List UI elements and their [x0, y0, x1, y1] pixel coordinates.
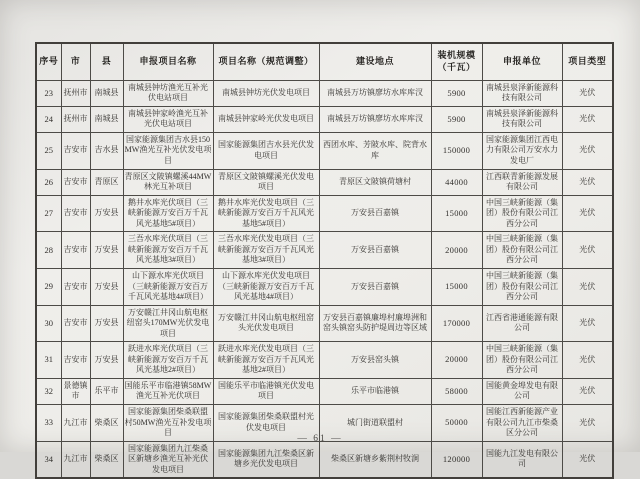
- table-cell-county: 万安县: [90, 232, 123, 269]
- table-cell-type: 光伏: [562, 305, 613, 342]
- table-cell-declared-name: 跃进水库光伏项目（三峡新能源万安百万千瓦风光基地2#项目）: [123, 342, 213, 379]
- table-cell-capacity: 44000: [431, 169, 482, 195]
- header-declared-name: 申报项目名称: [123, 43, 213, 80]
- table-cell-county: 柴桑区: [90, 441, 123, 478]
- table-cell-adjusted-name: 南城县钟家岭光伏发电项目: [213, 106, 319, 132]
- table-cell-capacity: 15000: [431, 268, 482, 305]
- table-cell-location: 万安县百嘉镇: [319, 195, 431, 232]
- table-cell-capacity: 50000: [431, 404, 482, 441]
- table-cell-capacity: 170000: [431, 305, 482, 342]
- table-cell-location: 万安县百嘉镇廉埠村廉埠洲和窑头镇窑头防护堤周边等区域: [319, 305, 431, 342]
- table-cell-seq: 27: [36, 195, 61, 232]
- table-cell-location: 乐平市临港镇: [319, 378, 431, 404]
- table-cell-seq: 25: [36, 132, 61, 169]
- table-cell-capacity: 5900: [431, 106, 482, 132]
- table-cell-county: 万安县: [90, 342, 123, 379]
- table-cell-county: 万安县: [90, 305, 123, 342]
- table-cell-seq: 29: [36, 268, 61, 305]
- table-cell-declared-name: 南城县钟家岭渔光互补光伏电站项目: [123, 106, 213, 132]
- table-row: [36, 441, 613, 478]
- header-county: 县: [90, 43, 123, 80]
- table-cell-city: 吉安市: [61, 232, 90, 269]
- table-cell-city: 抚州市: [61, 106, 90, 132]
- table-cell-applicant: 江西省港通能源有限公司: [482, 305, 562, 342]
- table-cell-seq: 34: [36, 441, 61, 478]
- table-cell-declared-name: 国家能源集团九江柴桑区新塘乡渔光互补光伏发电项目: [123, 441, 213, 478]
- table-cell-adjusted-name: 国能乐平市临港镇光伏发电项目: [213, 378, 319, 404]
- table-row: [36, 106, 613, 132]
- table-cell-applicant: 中国三峡新能源（集团）股份有限公司江西分公司: [482, 195, 562, 232]
- table-cell-declared-name: 南城县钟坊渔光互补光伏电站项目: [123, 80, 213, 106]
- header-location: 建设地点: [319, 43, 431, 80]
- table-row: [36, 169, 613, 195]
- table-cell-county: 南城县: [90, 106, 123, 132]
- table-cell-type: 光伏: [562, 195, 613, 232]
- table-cell-type: 光伏: [562, 342, 613, 379]
- table-cell-seq: 31: [36, 342, 61, 379]
- table-cell-adjusted-name: 鹅井水库光伏发电项目（三峡新能源万安百万千瓦风光基地5#项目）: [213, 195, 319, 232]
- table-cell-capacity: 15000: [431, 195, 482, 232]
- table-cell-county: 乐平市: [90, 378, 123, 404]
- table-cell-adjusted-name: 三吾水库光伏发电项目（三峡新能源万安百万千瓦风光基地3#项目）: [213, 232, 319, 269]
- table-cell-city: 景德镇市: [61, 378, 90, 404]
- table-cell-type: 光伏: [562, 169, 613, 195]
- table-row: [36, 132, 613, 169]
- table-cell-applicant: 国能九江发电有限公司: [482, 441, 562, 478]
- table-cell-applicant: 中国三峡新能源（集团）股份有限公司江西分公司: [482, 268, 562, 305]
- header-applicant: 申报单位: [482, 43, 562, 80]
- table-cell-declared-name: 三吾水库光伏项目（三峡新能源万安百万千瓦风光基地3#项目）: [123, 232, 213, 269]
- table-cell-city: 吉安市: [61, 169, 90, 195]
- table-cell-city: 吉安市: [61, 342, 90, 379]
- table-cell-applicant: 国能江西新能源产业有限公司九江市柴桑区分公司: [482, 404, 562, 441]
- table-cell-city: 吉安市: [61, 195, 90, 232]
- header-capacity: 装机规模（千瓦）: [431, 43, 482, 80]
- project-declaration-table: [35, 42, 614, 479]
- table-cell-type: 光伏: [562, 441, 613, 478]
- table-cell-capacity: 20000: [431, 342, 482, 379]
- table-header-row: [36, 43, 613, 80]
- table-row: [36, 305, 613, 342]
- table-cell-location: 南城县万坊镇廖坊水库库汊: [319, 80, 431, 106]
- table-cell-applicant: 国能黄金埠发电有限公司: [482, 378, 562, 404]
- table-cell-type: 光伏: [562, 132, 613, 169]
- table-cell-seq: 32: [36, 378, 61, 404]
- table-cell-declared-name: 国家能源集团柴桑联盟村50MW渔光互补发电项目: [123, 404, 213, 441]
- table-cell-applicant: 江西联青新能源发展有限公司: [482, 169, 562, 195]
- table-cell-county: 万安县: [90, 195, 123, 232]
- table-cell-type: 光伏: [562, 80, 613, 106]
- table-cell-declared-name: 鹅井水库光伏项目（三峡新能源万安百万千瓦风光基地5#项目）: [123, 195, 213, 232]
- table-cell-location: 万安县窑头镇: [319, 342, 431, 379]
- table-cell-county: 万安县: [90, 268, 123, 305]
- table-cell-declared-name: 国家能源集团吉水县150MW渔光互补光伏发电项目: [123, 132, 213, 169]
- header-city: 市: [61, 43, 90, 80]
- table-cell-declared-name: 山下源水库光伏项目（三峡新能源万安百万千瓦风光基地4#项目）: [123, 268, 213, 305]
- table-cell-capacity: 5900: [431, 80, 482, 106]
- table-cell-declared-name: 青原区文陂镇螺溪44MW林光互补项目: [123, 169, 213, 195]
- table-cell-type: 光伏: [562, 106, 613, 132]
- table-cell-declared-name: 万安赣江井冈山航电枢纽窑头170MW光伏发电项目: [123, 305, 213, 342]
- table-cell-seq: 23: [36, 80, 61, 106]
- table-cell-adjusted-name: 国家能源集团柴桑联盟村光伏发电项目: [213, 404, 319, 441]
- table-row: [36, 80, 613, 106]
- table-row: [36, 268, 613, 305]
- table-cell-capacity: 150000: [431, 132, 482, 169]
- table-cell-seq: 28: [36, 232, 61, 269]
- table-cell-type: 光伏: [562, 232, 613, 269]
- table-row: [36, 378, 613, 404]
- table-cell-adjusted-name: 万安赣江井冈山航电枢纽窑头光伏发电项目: [213, 305, 319, 342]
- table-cell-location: 青原区文陂镇荷塘村: [319, 169, 431, 195]
- table-cell-location: 南城县万坊镇廖坊水库库汊: [319, 106, 431, 132]
- table-cell-capacity: 120000: [431, 441, 482, 478]
- table-cell-city: 吉安市: [61, 132, 90, 169]
- table-cell-seq: 26: [36, 169, 61, 195]
- table-row: [36, 342, 613, 379]
- table-cell-city: 九江市: [61, 441, 90, 478]
- header-adjusted-name: 项目名称（规范调整）: [213, 43, 319, 80]
- table-cell-applicant: 南城县泉泽新能源科技有限公司: [482, 106, 562, 132]
- table-cell-adjusted-name: 跃进水库光伏发电项目（三峡新能源万安百万千瓦风光基地2#项目）: [213, 342, 319, 379]
- table-cell-seq: 24: [36, 106, 61, 132]
- table-cell-applicant: 南城县泉泽新能源科技有限公司: [482, 80, 562, 106]
- table-cell-city: 抚州市: [61, 80, 90, 106]
- table-cell-adjusted-name: 青原区文陂镇螺溪光伏发电项目: [213, 169, 319, 195]
- table-row: [36, 195, 613, 232]
- header-type: 项目类型: [562, 43, 613, 80]
- table-cell-city: 九江市: [61, 404, 90, 441]
- table-cell-declared-name: 国能乐平市临港镇58MW渔光互补光伏项目: [123, 378, 213, 404]
- table-cell-applicant: 中国三峡新能源（集团）股份有限公司江西分公司: [482, 342, 562, 379]
- table-cell-applicant: 中国三峡新能源（集团）股份有限公司江西分公司: [482, 232, 562, 269]
- table-cell-adjusted-name: 国家能源集团九江柴桑区新塘乡光伏发电项目: [213, 441, 319, 478]
- table-cell-county: 柴桑区: [90, 404, 123, 441]
- table-cell-location: 万安县百嘉镇: [319, 268, 431, 305]
- table-cell-type: 光伏: [562, 268, 613, 305]
- table-cell-city: 吉安市: [61, 305, 90, 342]
- table-row: [36, 232, 613, 269]
- table-body: [36, 80, 613, 478]
- table-cell-capacity: 58000: [431, 378, 482, 404]
- table-cell-county: 青原区: [90, 169, 123, 195]
- table-cell-county: 南城县: [90, 80, 123, 106]
- table-cell-capacity: 20000: [431, 232, 482, 269]
- table-cell-adjusted-name: 山下源水库光伏发电项目（三峡新能源万安百万千瓦风光基地4#项目）: [213, 268, 319, 305]
- table-cell-location: 万安县百嘉镇: [319, 232, 431, 269]
- table-cell-applicant: 国家能源集团江西电力有限公司万安水力发电厂: [482, 132, 562, 169]
- table-cell-location: 西团水库、芳陂水库、院背水库: [319, 132, 431, 169]
- table-cell-seq: 30: [36, 305, 61, 342]
- table-cell-adjusted-name: 国家能源集团吉水县光伏发电项目: [213, 132, 319, 169]
- table-cell-county: 吉水县: [90, 132, 123, 169]
- table-cell-location: 城门街道联盟村: [319, 404, 431, 441]
- table-cell-type: 光伏: [562, 404, 613, 441]
- table-cell-city: 吉安市: [61, 268, 90, 305]
- table-cell-adjusted-name: 南城县钟坊光伏发电项目: [213, 80, 319, 106]
- table-cell-type: 光伏: [562, 378, 613, 404]
- table-cell-location: 柴桑区新塘乡紫荆村牧涧: [319, 441, 431, 478]
- table-cell-seq: 33: [36, 404, 61, 441]
- header-seq: 序号: [36, 43, 61, 80]
- page-number: — 61 —: [297, 434, 343, 444]
